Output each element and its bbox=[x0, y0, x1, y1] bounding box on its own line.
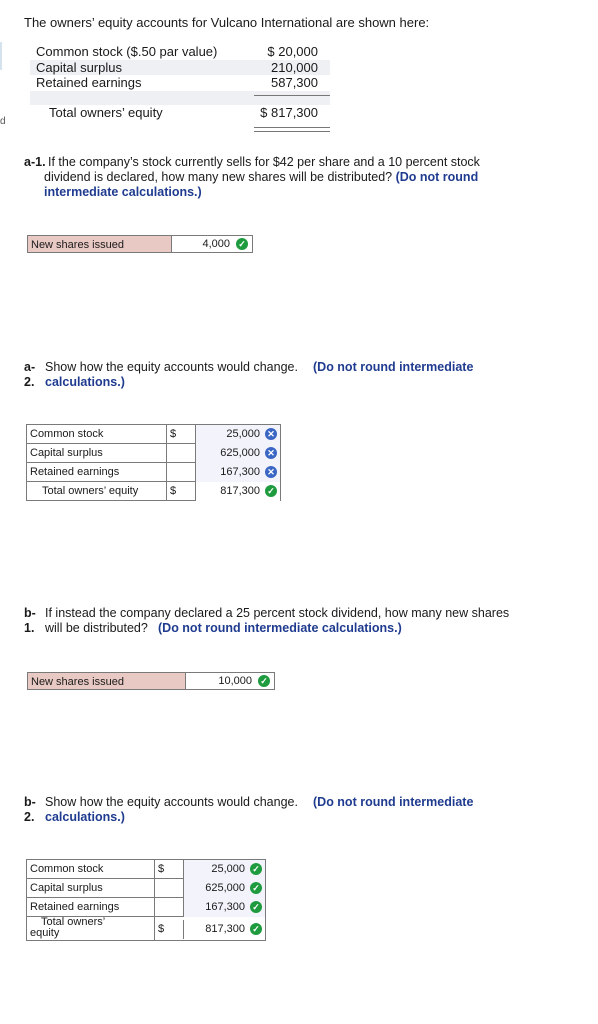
b2-input-common[interactable] bbox=[183, 860, 265, 879]
a2-value-surplus: 625,000 bbox=[220, 447, 260, 459]
b2-input-retained[interactable] bbox=[183, 898, 265, 917]
equity-value-common: $ 20,000 bbox=[267, 44, 318, 59]
b1-answer-label: New shares issued bbox=[27, 672, 186, 690]
a2-input-total[interactable] bbox=[195, 482, 280, 501]
a2-input-surplus[interactable] bbox=[195, 444, 280, 463]
question-b1 bbox=[24, 606, 564, 638]
a2-label-common: Common stock bbox=[27, 425, 167, 444]
b2-dollar-common: $ bbox=[158, 863, 165, 875]
b2-equity-table bbox=[26, 859, 266, 941]
question-b1-text-2: will be distributed? bbox=[45, 621, 148, 635]
b2-input-surplus[interactable] bbox=[183, 879, 265, 898]
table-row bbox=[27, 917, 265, 941]
a2-label-retained: Retained earnings bbox=[27, 463, 167, 482]
x-circle-icon: ✕ bbox=[265, 466, 277, 478]
total-rule-double bbox=[254, 131, 330, 132]
b2-input-total[interactable] bbox=[183, 920, 265, 939]
a2-input-retained[interactable] bbox=[195, 463, 280, 482]
equity-row-shade bbox=[30, 91, 330, 105]
a2-label-total: Total owners’ equity bbox=[27, 482, 167, 501]
margin-letter: d bbox=[0, 116, 6, 127]
a2-dollar-surplus bbox=[167, 444, 195, 463]
a2-label-surplus: Capital surplus bbox=[27, 444, 167, 463]
check-circle-icon: ✓ bbox=[250, 863, 262, 875]
table-row bbox=[27, 860, 265, 879]
equity-value-retained: 587,300 bbox=[271, 75, 318, 90]
b1-answer-value: 10,000 bbox=[218, 675, 252, 687]
table-row bbox=[27, 879, 265, 898]
question-b2-text: Show how the equity accounts would change. bbox=[45, 795, 298, 809]
a1-answer-label: New shares issued bbox=[27, 235, 172, 253]
table-row bbox=[27, 463, 280, 482]
b2-value-total: 817,300 bbox=[205, 923, 245, 935]
b2-dollar-retained bbox=[155, 898, 183, 917]
question-b1-prefix-2: 1. bbox=[24, 621, 35, 635]
equity-value-total: $ 817,300 bbox=[260, 105, 318, 120]
question-a1-prefix: a-1. bbox=[24, 155, 46, 169]
question-a1-text-block bbox=[44, 155, 500, 200]
x-circle-icon: ✕ bbox=[265, 447, 277, 459]
a2-dollar-retained bbox=[167, 463, 195, 482]
question-a2 bbox=[24, 360, 504, 392]
check-circle-icon: ✓ bbox=[258, 675, 270, 687]
question-a1-note: (Do not round intermediate calculations.) bbox=[44, 170, 479, 199]
b2-label-retained: Retained earnings bbox=[27, 898, 155, 917]
a2-input-common[interactable] bbox=[195, 425, 280, 444]
x-circle-icon: ✕ bbox=[265, 428, 277, 440]
a2-value-common: 25,000 bbox=[226, 428, 260, 440]
question-a2-note-1: (Do not round intermediate bbox=[313, 360, 474, 374]
question-a2-prefix-1: a- bbox=[24, 360, 36, 374]
equity-label-surplus: Capital surplus bbox=[36, 60, 122, 75]
b1-answer-input[interactable] bbox=[185, 672, 275, 690]
total-rule bbox=[254, 127, 330, 128]
check-circle-icon: ✓ bbox=[250, 901, 262, 913]
a2-equity-table bbox=[26, 424, 281, 501]
check-circle-icon: ✓ bbox=[236, 238, 248, 250]
a2-dollar-common: $ bbox=[170, 428, 177, 440]
b2-label-total-1: Total owners’ bbox=[41, 916, 106, 928]
a1-answer-value: 4,000 bbox=[202, 238, 230, 250]
b2-label-common: Common stock bbox=[27, 860, 155, 879]
equity-table bbox=[30, 44, 330, 139]
question-b1-text-1: If instead the company declared a 25 percent stock dividend, how many new shares bbox=[45, 606, 510, 620]
b2-value-retained: 167,300 bbox=[205, 901, 245, 913]
question-b2-prefix-2: 2. bbox=[24, 810, 35, 824]
b2-label-surplus: Capital surplus bbox=[27, 879, 155, 898]
question-a2-note-2: calculations.) bbox=[45, 375, 125, 389]
b2-value-common: 25,000 bbox=[211, 863, 245, 875]
table-row bbox=[27, 444, 280, 463]
subtotal-rule bbox=[254, 95, 330, 96]
check-circle-icon: ✓ bbox=[250, 923, 262, 935]
question-a2-prefix-2: 2. bbox=[24, 375, 35, 389]
question-a2-text: Show how the equity accounts would change. bbox=[45, 360, 298, 374]
intro-text: The owners’ equity accounts for Vulcano International are shown here: bbox=[24, 15, 430, 30]
table-row bbox=[27, 898, 265, 917]
b2-value-surplus: 625,000 bbox=[205, 882, 245, 894]
question-b1-note: (Do not round intermediate calculations.) bbox=[158, 621, 402, 635]
a2-dollar-total: $ bbox=[170, 485, 177, 497]
question-b2-prefix-1: b- bbox=[24, 795, 36, 809]
question-b2-note-1: (Do not round intermediate bbox=[313, 795, 474, 809]
table-row bbox=[27, 425, 280, 444]
table-row bbox=[27, 482, 280, 501]
left-edge-bar bbox=[0, 42, 2, 70]
b2-label-total-2: equity bbox=[30, 927, 60, 939]
equity-label-retained: Retained earnings bbox=[36, 75, 142, 90]
b2-dollar-surplus bbox=[155, 879, 183, 898]
question-b1-prefix-1: b- bbox=[24, 606, 36, 620]
equity-value-surplus: 210,000 bbox=[271, 60, 318, 75]
b2-label-total bbox=[27, 917, 155, 941]
a1-answer-input[interactable] bbox=[171, 235, 253, 253]
question-a1 bbox=[24, 155, 504, 201]
b2-dollar-total: $ bbox=[158, 923, 165, 935]
a2-value-total: 817,300 bbox=[220, 485, 260, 497]
equity-label-total: Total owners’ equity bbox=[49, 105, 163, 120]
question-b2 bbox=[24, 795, 504, 827]
question-a1-text: If the company’s stock currently sells for $42 per share and a 10 percent stock dividend is declared, how many new shares will be distributed? bbox=[44, 155, 480, 184]
check-circle-icon: ✓ bbox=[265, 485, 277, 497]
question-b2-note-2: calculations.) bbox=[45, 810, 125, 824]
check-circle-icon: ✓ bbox=[250, 882, 262, 894]
a2-value-retained: 167,300 bbox=[220, 466, 260, 478]
equity-label-common: Common stock ($.50 par value) bbox=[36, 44, 218, 59]
